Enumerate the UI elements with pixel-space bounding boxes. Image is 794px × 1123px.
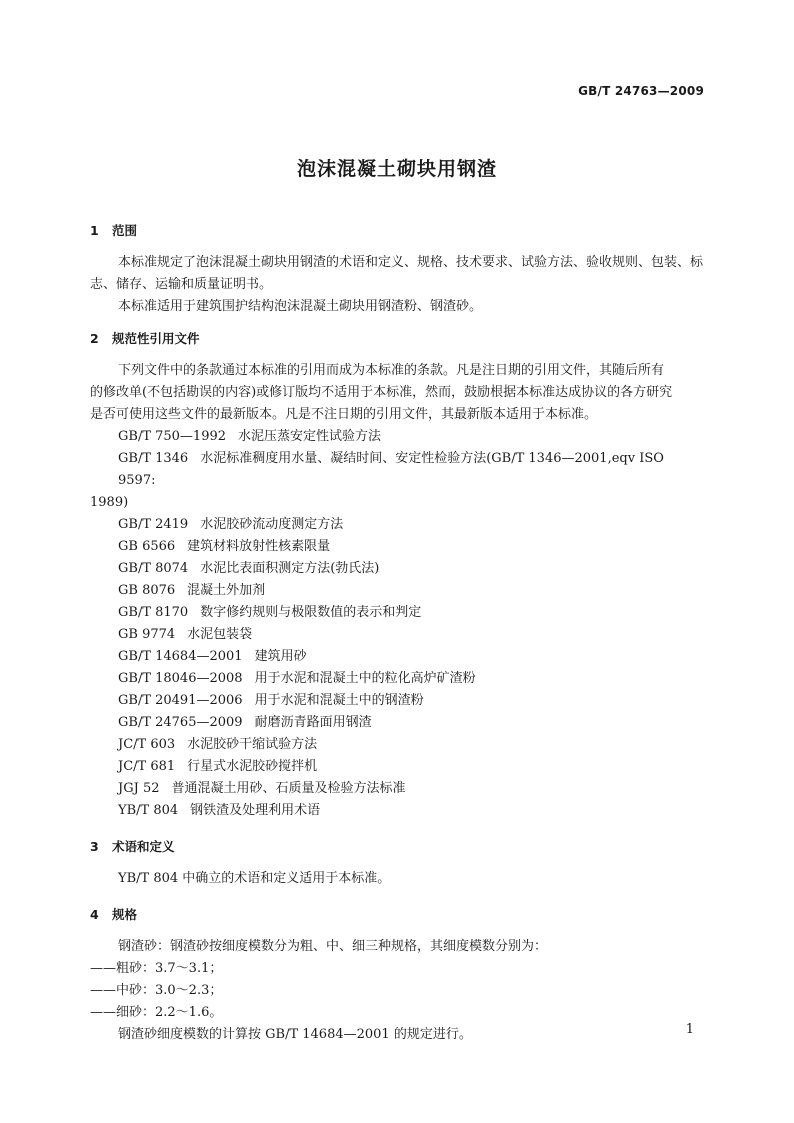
scope-paragraph-1-line-1: 本标准规定了泡沫混凝土砌块用钢渣的术语和定义、规格、技术要求、试验方法、验收规则、包装、标	[118, 255, 704, 270]
reference-item: JC/T 603 水泥胶砂干缩试验方法	[118, 737, 318, 752]
reference-item: JC/T 681 行星式水泥胶砂搅拌机	[118, 759, 318, 774]
reference-item: YB/T 804 钢铁渣及处理利用术语	[118, 803, 321, 818]
references-intro-line-3: 是否可使用这些文件的最新版本。凡是不注日期的引用文件，其最新版本适用于本标准。	[90, 407, 598, 422]
reference-item: GB/T 24765—2009 耐磨沥青路面用钢渣	[118, 715, 372, 730]
section-number: 1	[90, 223, 99, 238]
reference-item: GB/T 18046—2008 用于水泥和混凝土中的粒化高炉矿渣粉	[118, 671, 476, 686]
spec-paragraph-1: 钢渣砂：钢渣砂按细度模数分为粗、中、细三种规格，其细度模数分别为：	[118, 939, 548, 954]
section-title: 规范性引用文件	[112, 331, 200, 346]
section-3-heading	[90, 836, 704, 858]
standard-code-header: GB/T 24763—2009	[578, 84, 704, 98]
reference-item: GB/T 14684—2001 建筑用砂	[118, 649, 307, 664]
references-intro-line-2: 的修改单(不包括勘误的内容)或修订版均不适用于本标准，然而，鼓励根据本标准达成协议的各方研究	[90, 385, 673, 400]
reference-item: GB/T 1346 水泥标准稠度用水量、凝结时间、安定性检验方法(GB/T 1346—2001,eqv ISO 9597:	[118, 451, 664, 488]
page-number: 1	[685, 1022, 694, 1037]
reference-item: GB/T 8074 水泥比表面积测定方法(勃氏法)	[118, 561, 380, 576]
section-number: 4	[90, 907, 99, 922]
terms-paragraph: YB/T 804 中确立的术语和定义适用于本标准。	[118, 871, 391, 886]
reference-item: GB/T 2419 水泥胶砂流动度测定方法	[118, 517, 344, 532]
reference-item: GB/T 8170 数字修约规则与极限数值的表示和判定	[118, 605, 422, 620]
reference-item: GB/T 750—1992 水泥压蒸安定性试验方法	[118, 429, 382, 444]
section-title: 术语和定义	[112, 839, 175, 854]
section-number: 3	[90, 839, 99, 854]
document-body	[90, 220, 704, 1046]
scope-paragraph-1-line-2: 志、储存、运输和质量证明书。	[90, 277, 273, 292]
reference-item: JGJ 52 普通混凝土用砂、石质量及检验方法标准	[118, 781, 406, 796]
section-4-heading	[90, 904, 704, 926]
spec-list-item: ——细砂：2.2～1.6。	[90, 1005, 223, 1020]
spec-list-item: ——粗砂：3.7～3.1；	[90, 961, 223, 976]
reference-item: GB 9774 水泥包装袋	[118, 627, 253, 642]
section-title: 范围	[112, 223, 138, 238]
scope-paragraph-2: 本标准适用于建筑围护结构泡沫混凝土砌块用钢渣粉、钢渣砂。	[118, 299, 483, 314]
reference-list	[90, 426, 704, 822]
references-intro-line-1: 下列文件中的条款通过本标准的引用而成为本标准的条款。凡是注日期的引用文件，其随后所有	[118, 363, 665, 378]
reference-item: GB 8076 混凝土外加剂	[118, 583, 266, 598]
reference-item-continuation: 1989)	[90, 495, 129, 510]
section-title: 规格	[112, 907, 138, 922]
spec-paragraph-2: 钢渣砂细度模数的计算按 GB/T 14684—2001 的规定进行。	[118, 1027, 472, 1042]
document-title: 泡沫混凝土砌块用钢渣	[296, 158, 497, 180]
section-2-heading	[90, 328, 704, 350]
section-number: 2	[90, 331, 99, 346]
section-1-heading	[90, 220, 704, 242]
reference-item: GB/T 20491—2006 用于水泥和混凝土中的钢渣粉	[118, 693, 424, 708]
spec-list-item: ——中砂：3.0～2.3；	[90, 983, 223, 998]
reference-item: GB 6566 建筑材料放射性核素限量	[118, 539, 331, 554]
